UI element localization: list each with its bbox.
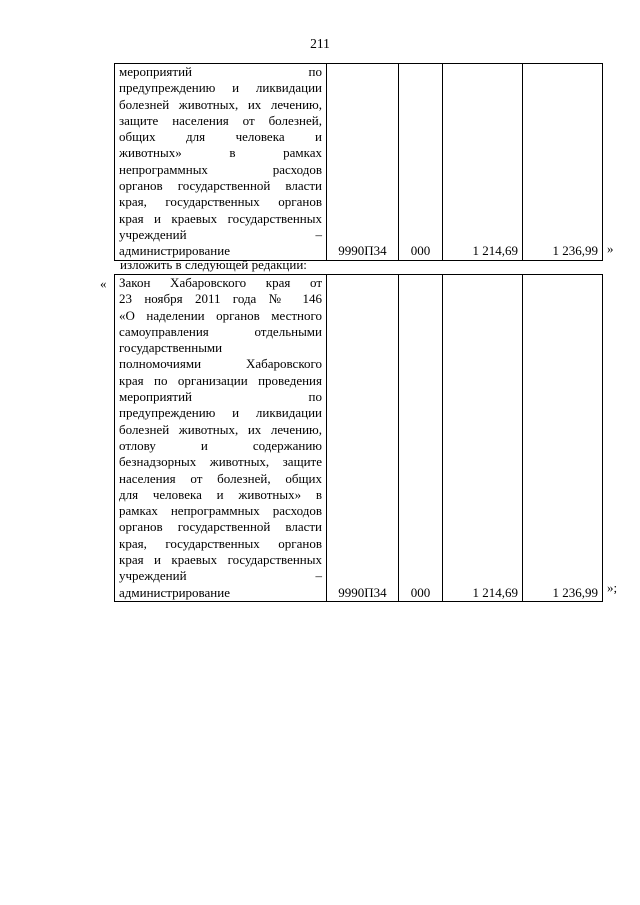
desc-line: предупреждению и ликвидации xyxy=(119,405,322,421)
code-cell: 9990П34 xyxy=(327,64,399,261)
desc-line: болезней животных, их лечению, xyxy=(119,96,322,112)
desc-line: безнадзорных животных, защите xyxy=(119,454,322,470)
desc-line: края по организации проведения xyxy=(119,372,322,388)
desc-line: края, государственных органов xyxy=(119,194,322,210)
budget-table-new xyxy=(114,274,603,602)
desc-line: учреждений – xyxy=(119,568,322,584)
desc-line: непрограммных расходов xyxy=(119,161,322,177)
row-description xyxy=(115,64,327,261)
budget-table-old xyxy=(114,63,603,261)
desc-line: края и краевых государственных xyxy=(119,210,322,226)
desc-line: животных» в рамках xyxy=(119,145,322,161)
group-cell: 000 xyxy=(399,275,443,602)
desc-line: отлову и содержанию xyxy=(119,437,322,453)
desc-line: защите населения от болезней, xyxy=(119,112,322,128)
table-row xyxy=(115,275,603,602)
desc-line: общих для человека и xyxy=(119,129,322,145)
desc-line: органов государственной власти xyxy=(119,519,322,535)
value-cell-1: 1 214,69 xyxy=(443,64,523,261)
instruction-text: изложить в следующей редакции: xyxy=(120,257,307,272)
desc-line: полномочиями Хабаровского xyxy=(119,356,322,372)
desc-line: края, государственных органов xyxy=(119,535,322,551)
desc-line: учреждений – xyxy=(119,226,322,242)
desc-line: рамках непрограммных расходов xyxy=(119,503,322,519)
close-quote: » xyxy=(607,241,614,256)
value-cell-1: 1 214,69 xyxy=(443,275,523,602)
desc-line: администрирование xyxy=(119,243,230,259)
desc-line: «О наделении органов местного xyxy=(119,307,322,323)
open-quote: « xyxy=(100,276,107,291)
close-quote-semicolon: »; xyxy=(607,580,618,595)
page-number: 211 xyxy=(310,36,330,51)
code-cell: 9990П34 xyxy=(327,275,399,602)
desc-line: Закон Хабаровского края от xyxy=(119,275,322,290)
desc-line: края и краевых государственных xyxy=(119,552,322,568)
desc-line: населения от болезней, общих xyxy=(119,470,322,486)
desc-line: 23 ноября 2011 года № 146 xyxy=(119,291,322,307)
desc-line: администрирование xyxy=(119,584,230,600)
desc-line: органов государственной власти xyxy=(119,178,322,194)
desc-line: для человека и животных» в xyxy=(119,486,322,502)
desc-line: предупреждению и ликвидации xyxy=(119,80,322,96)
row-description xyxy=(115,275,327,602)
desc-line: самоуправления отдельными xyxy=(119,323,322,339)
desc-line: государственными xyxy=(119,340,223,356)
value-cell-2: 1 236,99 xyxy=(523,275,603,602)
group-cell: 000 xyxy=(399,64,443,261)
table-row xyxy=(115,64,603,261)
desc-line: мероприятий по xyxy=(119,389,322,405)
value-cell-2: 1 236,99 xyxy=(523,64,603,261)
desc-line: болезней животных, их лечению, xyxy=(119,421,322,437)
desc-line: мероприятий по xyxy=(119,64,322,79)
